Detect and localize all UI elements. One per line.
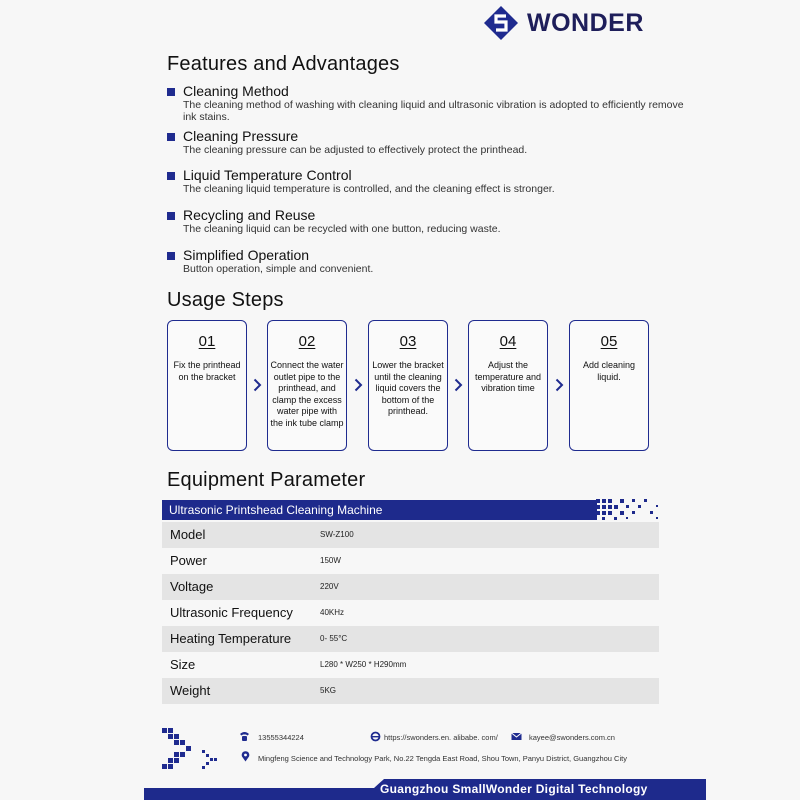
features-heading: Features and Advantages (167, 53, 400, 75)
feature-item (167, 167, 687, 195)
param-value: 5KG (320, 686, 337, 695)
table-row (162, 678, 659, 704)
arrow-pattern-icon (162, 728, 222, 770)
feature-desc: The cleaning method of washing with cleaning liquid and ultrasonic vibration is adopted to efficiently remove ink stains. (183, 99, 684, 123)
feature-desc: The cleaning liquid can be recycled with one button, reducing waste. (183, 223, 501, 235)
param-label: Model (170, 527, 206, 542)
step-text: Add cleaning liquid. (582, 360, 636, 382)
square-bullet-icon (167, 133, 175, 141)
param-label: Power (170, 553, 207, 568)
param-label: Heating Temperature (170, 631, 292, 646)
chevron-right-icon (354, 378, 363, 392)
feature-desc: The cleaning liquid temperature is controlled, and the cleaning effect is stronger. (183, 183, 555, 195)
internet-explorer-icon (370, 731, 381, 742)
square-bullet-icon (167, 252, 175, 260)
feature-item (167, 207, 687, 235)
feature-item (167, 83, 687, 123)
equipment-heading: Equipment Parameter (167, 469, 366, 491)
chevron-right-icon (454, 378, 463, 392)
feature-desc: The cleaning pressure can be adjusted to effectively protect the printhead. (183, 144, 528, 156)
table-title: Ultrasonic Printshead Cleaning Machine (169, 503, 383, 517)
step-number: 04 (499, 333, 517, 350)
square-bullet-icon (167, 212, 175, 220)
feature-title: Cleaning Pressure (183, 128, 299, 144)
phone-icon (239, 731, 250, 742)
footer-email[interactable]: kayee@swonders.com.cn (529, 733, 615, 742)
table-row (162, 626, 659, 652)
step-card (167, 320, 247, 451)
chevron-right-icon (555, 378, 564, 392)
footer-website[interactable]: https://swonders.en. alibabe. com/ (384, 733, 498, 742)
feature-title: Liquid Temperature Control (183, 167, 352, 183)
step-card (368, 320, 448, 451)
company-name: Guangzhou SmallWonder Digital Technology (380, 782, 648, 796)
step-number: 01 (198, 333, 216, 350)
table-row (162, 522, 659, 548)
usage-heading: Usage Steps (167, 289, 284, 311)
brand-logo (484, 6, 644, 40)
footer-phone: 13555344224 (258, 733, 304, 742)
feature-title: Cleaning Method (183, 83, 289, 99)
step-number: 02 (298, 333, 316, 350)
param-value: L280 * W250 * H290mm (320, 660, 407, 669)
param-value: SW-Z100 (320, 530, 354, 539)
step-number: 05 (600, 333, 618, 350)
param-value: 150W (320, 556, 341, 565)
step-card (569, 320, 649, 451)
step-text: Adjust the temperature and vibration time (474, 360, 542, 393)
pixel-pattern-icon (594, 497, 662, 521)
param-value: 0- 55°C (320, 634, 348, 643)
step-number: 03 (399, 333, 417, 350)
param-label: Size (170, 657, 196, 672)
feature-item (167, 247, 687, 275)
step-text: Fix the printhead on the bracket (173, 360, 241, 382)
param-label: Weight (170, 683, 211, 698)
param-label: Ultrasonic Frequency (170, 605, 293, 620)
step-text: Connect the water outlet pipe to the printhead, and clamp the excess water pipe with the ink tube clamp (270, 360, 344, 428)
table-row (162, 574, 659, 600)
step-text: Lower the bracket until the cleaning liquid covers the bottom of the printhead. (372, 360, 444, 416)
mail-icon (511, 731, 522, 742)
table-title-bar (162, 500, 597, 520)
table-row (162, 652, 659, 678)
location-pin-icon (240, 751, 251, 762)
feature-desc: Button operation, simple and convenient. (183, 263, 374, 275)
table-row (162, 548, 659, 574)
feature-title: Recycling and Reuse (183, 207, 316, 223)
param-value: 220V (320, 582, 339, 591)
param-label: Voltage (170, 579, 214, 594)
feature-title: Simplified Operation (183, 247, 310, 263)
square-bullet-icon (167, 172, 175, 180)
param-value: 40KHz (320, 608, 345, 617)
step-card (468, 320, 548, 451)
square-bullet-icon (167, 88, 175, 96)
brand-name: WONDER (527, 9, 644, 37)
s-logo-icon (484, 6, 518, 40)
feature-item (167, 128, 687, 156)
chevron-right-icon (253, 378, 262, 392)
table-row (162, 600, 659, 626)
footer-address: Mingfeng Science and Technology Park, No.22 Tengda East Road, Shou Town, Panyu District, Guangzhou City (258, 754, 627, 763)
step-card (267, 320, 347, 451)
